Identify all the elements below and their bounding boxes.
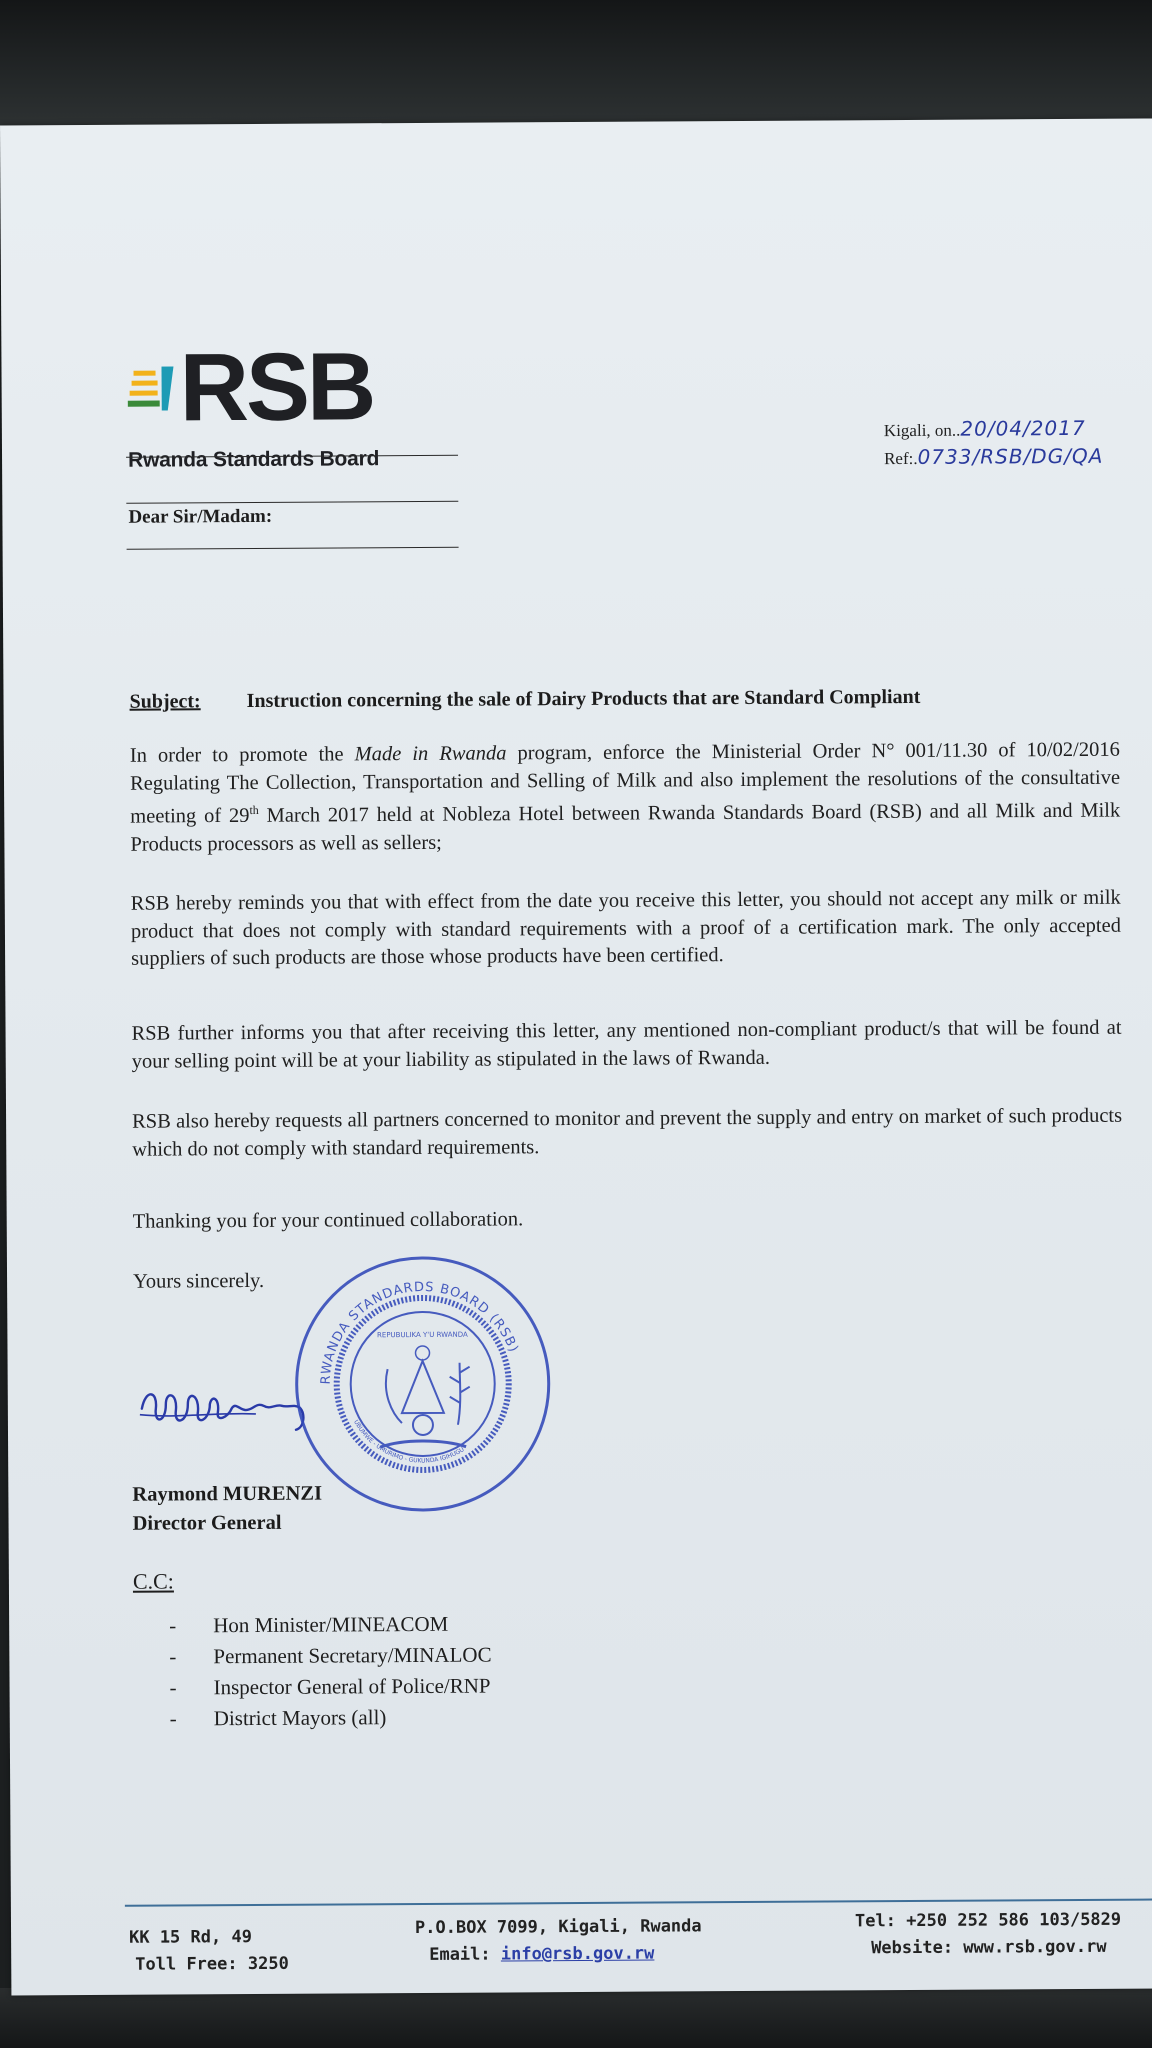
p1-part-b: program, enforce the Ministerial Order N° 001/11.30 of 10/02/2016 Regulating The Collection, Transportation and Selling of Milk and also implement the resolutions of the consultative meeting of 29 [129,738,1121,828]
footer-email-line [415,1940,702,1969]
signer-title: Director General [132,1511,282,1535]
paragraph-3: RSB further informs you that after receiving this letter, any mentioned non-compliant product/s that will be found at your selling point will be at your liability as stipulated in the laws of Rwanda. [131,1016,1122,1073]
footer-email-link[interactable]: info@rsb.gov.rw [500,1943,655,1965]
closing-line: Yours sincerely. [133,1269,265,1293]
footer-divider [125,1898,1152,1906]
subject-line [129,686,920,714]
p1-part-c: March 2017 held at Nobleza Hotel between Rwanda Standards Board (RSB) and all Milk and Milk Products processors as well as sellers; [130,799,1121,856]
footer-pobox: P.O.BOX 7099, Kigali, Rwanda [414,1916,702,1939]
footer-tel: Tel: +250 252 586 103/5829 [854,1909,1122,1932]
cc-item: - Permanent Secretary/MINALOC [169,1642,492,1669]
stamp-top-text: RWANDA STANDARDS BOARD (RSB) [318,1279,521,1385]
cc-item-text: Hon Minister/MINEACOM [213,1611,449,1638]
cc-item: - District Mayors (all) [169,1705,387,1731]
signer-block [132,1480,322,1539]
footer-website: Website: www.rsb.gov.rw [871,1936,1107,1959]
cc-title: C.C: [132,1568,174,1594]
cc-list [169,1609,492,1735]
thanks-line: Thanking you for your continued collaboration. [132,1208,524,1233]
footer-contact-block [855,1907,1121,1963]
footer-address-block [129,1924,289,1979]
address-blank-line [127,547,459,550]
signer-name: Raymond MURENZI [132,1482,323,1506]
ref-value: 0733/RSB/DG/QA [917,443,1104,469]
footer-address: KK 15 Rd, 49 [129,1927,252,1948]
stamp-bottom-text: UBUMWE - UMURIMO - GUKUNDA IGIHUGU [352,1418,466,1465]
cc-item-text: District Mayors (all) [213,1705,387,1731]
paragraph-1 [130,737,1121,859]
p1-part-a: In order to promote the [129,743,355,767]
address-blank-line [126,501,458,504]
salutation: Dear Sir/Madam: [128,505,273,528]
cc-item: - Hon Minister/MINEACOM [169,1611,449,1638]
paragraph-4: RSB also hereby requests all partners concerned to monitor and prevent the supply and entry on market of such products which do not comply with standard requirements. [132,1104,1123,1161]
background-top [0,0,1152,130]
subject-label: Subject: [129,690,201,713]
stamp-inner-text: REPUBULIKA Y'U RWANDA [377,1330,468,1340]
footer-postal-block [415,1913,702,1969]
date-line [884,415,1103,444]
ref-line [884,443,1103,472]
cc-item: - Inspector General of Police/RNP [169,1673,491,1700]
p1-italic: Made in Rwanda [354,742,507,766]
official-stamp [291,1252,555,1516]
logo-wordmark: RSB [179,333,374,442]
cc-item-text: Permanent Secretary/MINALOC [213,1642,492,1669]
date-value: 20/04/2017 [960,415,1086,441]
footer-toll-free: Toll Free: 3250 [135,1953,289,1975]
subject-text: Instruction concerning the sale of Dairy Products that are Standard Compliant [246,685,921,713]
logo-stripes-icon [127,366,175,426]
ref-label: Ref:. [884,448,918,469]
org-name: Rwanda Standards Board [127,447,380,472]
date-ref-block [884,415,1104,472]
footer-email-label: Email: [429,1944,501,1965]
letter-page [0,118,1152,1995]
p1-superscript: th [249,803,259,818]
cc-item-text: Inspector General of Police/RNP [213,1673,491,1700]
background-bottom [0,1988,1152,2048]
paragraph-2: RSB hereby reminds you that with effect from the date you receive this letter, you should not accept any milk or milk product that does not comply with standard requirements with a proof of a certification mark. The only accepted suppliers of such products are those whose products have been certified. [130,886,1121,970]
date-label: Kigali, on.. [883,420,961,441]
